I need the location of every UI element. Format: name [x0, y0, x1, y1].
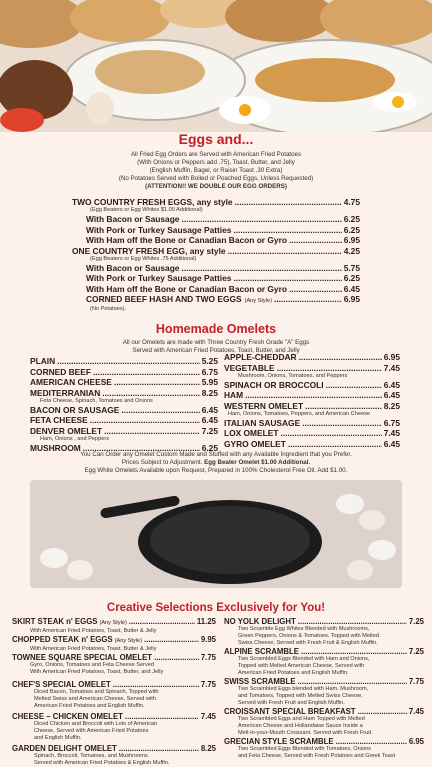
eggs-note-attention: (ATTENTION!! WE DOUBLE OUR EGG ORDERS) — [145, 183, 287, 190]
item-description: With American Fried Potatoes, Toast, Butter & Jelly — [30, 646, 157, 652]
item-price: 6.45 — [201, 415, 218, 426]
item-price: 7.75 — [200, 653, 216, 662]
item-price: 7.75 — [408, 677, 424, 686]
omelets-note: Served with American Fried Potatoes, Toast, Butter, and Jelly — [132, 347, 300, 354]
item-label: With Bacon or Sausage — [86, 214, 180, 224]
item-price: 6.45 — [343, 283, 360, 294]
leader-dots — [280, 428, 381, 439]
menu-item — [12, 617, 216, 628]
item-label: VEGETABLE — [224, 362, 275, 373]
omelets-footer — [0, 451, 432, 475]
item-price: 5.75 — [343, 262, 360, 273]
item-description: Topped with Melted American Cheese, Served with — [238, 663, 365, 669]
item-label: ALPINE SCRAMBLE — [224, 647, 299, 656]
item-label: FETA CHEESE — [30, 415, 88, 426]
leader-dots — [93, 367, 200, 378]
item-label: APPLE-CHEDDAR — [224, 352, 297, 362]
item-price: 6.95 — [343, 294, 360, 304]
item-price: 6.45 — [201, 404, 218, 415]
omelets-footer-note: Prices Subject to Adjustment. — [121, 459, 203, 466]
item-label: NO YOLK DELIGHT — [224, 617, 296, 626]
item-description: American Fried Potatoes and English Muffin. — [238, 670, 349, 676]
item-label: With Pork or Turkey Sausage Patties — [86, 273, 232, 283]
leader-dots — [305, 401, 382, 411]
item-label: CHOPPED STEAK n' EGGS — [12, 635, 113, 644]
item-label: CORNED BEEF — [30, 366, 91, 377]
menu-item — [224, 617, 424, 626]
leader-dots — [302, 418, 382, 429]
item-label: SPINACH OR BROCCOLI — [224, 379, 324, 390]
item-description: Mushroom, Onions, Tomatoes, and Peppers — [238, 372, 348, 379]
menu-item — [72, 284, 360, 295]
leader-dots — [228, 246, 342, 256]
menu-item — [72, 263, 360, 274]
leader-dots — [326, 380, 382, 391]
leader-dots — [299, 352, 382, 363]
item-label: With Bacon or Sausage — [86, 262, 180, 273]
omelets-left-column — [30, 356, 218, 454]
item-label: LOX OMELET — [224, 428, 279, 439]
item-label: CHEESE – CHICKEN OMELET — [12, 712, 123, 721]
item-label: GYRO OMELET — [224, 438, 286, 449]
menu-item — [224, 439, 400, 450]
omelets-title: Homemade Omelets — [155, 322, 277, 336]
eggs-note: (English Muffin, Bagel, or Raisin Toast .30 Extra) — [149, 167, 283, 174]
leader-dots — [297, 677, 406, 686]
omelets-footer-note: You Can Order any Omelet Custom Made and Stuffed with any Available Ingredient that you Prefer. — [80, 451, 352, 458]
item-label: CROISSANT SPECIAL BREAKFAST — [224, 707, 356, 716]
leader-dots — [245, 390, 382, 401]
item-price: 6.45 — [383, 438, 400, 449]
item-price: 8.25 — [201, 387, 218, 398]
menu-item — [12, 712, 216, 721]
leader-dots — [125, 712, 199, 721]
menu-item — [224, 380, 400, 391]
leader-dots — [121, 405, 199, 416]
leader-dots — [274, 294, 342, 304]
menu-item — [72, 214, 360, 225]
item-label: WESTERN OMELET — [224, 400, 304, 411]
menu-item — [30, 426, 218, 436]
eggs-note: (No Potatoes Served with Boiled or Poached Eggs, Unless Requested) — [118, 175, 314, 182]
item-label: BACON OR SAUSAGE — [30, 404, 120, 415]
item-label: GARDEN DELIGHT OMELET — [12, 744, 117, 753]
leader-dots — [289, 235, 342, 246]
item-price: 6.45 — [383, 379, 400, 390]
creative-right-column — [224, 617, 424, 760]
leader-dots — [277, 363, 382, 373]
item-description: (No Potatoes). — [90, 306, 127, 312]
item-label: AMERICAN CHEESE — [30, 377, 112, 388]
menu-item — [72, 225, 360, 236]
leader-dots — [181, 263, 341, 274]
item-description: With American Fried Potatoes, Toast, Butter & Jelly — [30, 628, 157, 634]
item-label: SWISS SCRAMBLE — [224, 677, 296, 686]
leader-dots — [113, 680, 199, 689]
leader-dots — [104, 426, 200, 436]
item-price: 7.75 — [200, 680, 216, 689]
item-label: With Ham off the Bone or Canadian Bacon or Gyro — [86, 283, 287, 294]
leader-dots — [144, 635, 199, 644]
leader-dots — [102, 388, 199, 398]
item-description: With American Fried Potatoes, Toast, Butter, and Jelly — [30, 669, 164, 675]
item-label: GRECIAN STYLE SCRAMBLE — [224, 737, 334, 746]
item-label: ONE COUNTRY FRESH EGG, any style — [72, 245, 226, 256]
item-description: Diced Bacon, Tomatoes and Spinach, Topped with — [34, 689, 159, 695]
item-description: and English Muffin. — [34, 735, 82, 741]
menu-item — [224, 647, 424, 656]
item-description: American Cheese and Hollandaise Sauce Inside a — [238, 723, 363, 729]
item-price: 7.25 — [408, 647, 424, 656]
item-price: 6.75 — [201, 366, 218, 377]
omelets-section — [0, 322, 432, 355]
leader-dots — [154, 653, 199, 662]
menu-item — [224, 401, 400, 411]
menu-item — [30, 377, 218, 388]
item-description: (Egg Beaters or Egg Whites $1.00 Additional) — [90, 207, 203, 213]
breakfast-photo-illustration — [0, 0, 432, 132]
creative-left-column — [12, 617, 216, 767]
item-price: 6.25 — [343, 214, 360, 224]
menu-item — [30, 415, 218, 426]
leader-dots — [301, 647, 407, 656]
item-label: PLAIN — [30, 356, 56, 366]
item-label-small: (Any Style) — [99, 620, 127, 626]
item-label: CHEF'S SPECIAL OMELET — [12, 680, 111, 689]
item-price: 6.25 — [343, 273, 360, 283]
item-description: Swiss Cheese, Served with Fresh Fruit & English Muffin. — [238, 640, 378, 646]
menu-item — [30, 356, 218, 367]
item-price: 11.25 — [196, 617, 216, 626]
item-description: Melted Swiss and American Cheese, Served with — [34, 696, 156, 702]
menu-item — [30, 388, 218, 398]
item-label: SKIRT STEAK n' EGGS — [12, 617, 98, 626]
item-description: and Feta Cheese, Served with Fresh Potatoes and Greek Toast — [238, 753, 396, 759]
item-description: Two Scrambled Eggs and Ham Topped with Melted — [238, 716, 365, 722]
menu-item — [30, 367, 218, 378]
item-price: 6.95 — [383, 352, 400, 362]
item-description: Two Scrambled Eggs Blended with Ham and Onions, — [238, 656, 370, 662]
item-price: 7.25 — [408, 617, 424, 626]
item-price: 7.45 — [383, 362, 400, 373]
omelets-footer-note: Egg White Omelets Available upon Request, Prepared in 100% Cholesterol Free Oil. Add $1.00. — [84, 467, 348, 474]
item-price: 6.25 — [343, 224, 360, 235]
omelets-footer-note: Egg Beater Omelet $1.00 Additional. — [204, 459, 311, 466]
leader-dots — [119, 744, 199, 753]
item-description: Ham, Onions , and Peppers — [40, 435, 110, 442]
leader-dots — [298, 617, 407, 626]
item-label: HAM — [224, 390, 244, 401]
item-description: Spinach, Broccoli, Tomatoes, and Mushrooms. — [34, 753, 150, 759]
item-description: Feta Cheese, Spinach, Tomatoes and Onions — [40, 397, 153, 404]
item-price: 8.25 — [200, 744, 216, 753]
item-price: 5.25 — [201, 356, 218, 366]
item-price: 6.95 — [343, 235, 360, 245]
menu-item — [224, 390, 400, 401]
item-label-small: (Any Style) — [244, 298, 272, 304]
menu-item — [224, 677, 424, 686]
item-price: 6.75 — [383, 417, 400, 428]
menu-item — [224, 707, 424, 716]
item-price: 9.95 — [200, 635, 216, 644]
item-price: 7.25 — [201, 425, 218, 436]
leader-dots — [336, 737, 407, 746]
item-description: Served with Fresh Fruit and English Muffin. — [238, 700, 345, 706]
leader-dots — [235, 197, 342, 207]
item-label: CORNED BEEF HASH AND TWO EGGS — [86, 294, 242, 304]
item-label: MUSHROOM — [30, 442, 81, 453]
leader-dots — [358, 707, 407, 716]
item-label: With Pork or Turkey Sausage Patties — [86, 224, 232, 235]
item-description: Two Scrambled Eggs blended with Ham, Mushroom, — [238, 686, 369, 692]
skillet-photo-illustration — [30, 480, 402, 588]
menu-item — [224, 363, 400, 373]
breakfast-photo — [0, 0, 432, 132]
leader-dots — [114, 377, 200, 388]
item-price: 6.95 — [408, 737, 424, 746]
creative-section — [0, 602, 432, 615]
creative-title: Creative Selections Exclusively for You! — [106, 602, 326, 614]
omelets-right-column — [224, 352, 400, 450]
item-price: 7.45 — [200, 712, 216, 721]
leader-dots — [288, 439, 382, 450]
item-label: ITALIAN SAUSAGE — [224, 417, 301, 428]
omelets-note: All our Omelets are made with Three Country Fresh Grade "A" Eggs — [122, 339, 310, 346]
menu-item — [72, 235, 360, 246]
menu-item — [72, 246, 360, 256]
eggs-note: (With Onions or Peppers add .75), Toast, Butter, and Jelly — [137, 159, 295, 166]
menu-item — [12, 744, 216, 753]
item-label: With Ham off the Bone or Canadian Bacon or Gyro — [86, 235, 287, 245]
item-price: 7.45 — [408, 707, 424, 716]
item-description: American Fried Potatoes and English Muffin. — [34, 703, 145, 709]
omelets-footer-line — [0, 459, 432, 467]
item-price: 7.45 — [383, 428, 400, 439]
menu-item — [224, 737, 424, 746]
leader-dots — [129, 617, 195, 626]
item-description: Served with American Fried Potatoes & English Muffin. — [34, 760, 170, 766]
item-description: Green Peppers, Onions & Tomatoes, Topped with Melted — [238, 633, 379, 639]
item-price: 6.45 — [383, 390, 400, 401]
item-label: DENVER OMELET — [30, 425, 103, 436]
eggs-section — [0, 131, 432, 191]
leader-dots — [233, 273, 341, 284]
item-description: Ham, Onions, Tomatoes, Peppers, and American Cheese — [228, 410, 370, 417]
item-price: 4.75 — [343, 197, 360, 207]
item-price: 5.95 — [201, 377, 218, 388]
menu-item — [72, 197, 360, 207]
item-price: 6.25 — [201, 442, 218, 453]
item-label: TWO COUNTRY FRESH EGGS, any style — [72, 197, 233, 207]
menu-item — [30, 405, 218, 416]
menu-item — [12, 680, 216, 689]
menu-item — [224, 418, 400, 429]
menu-item — [72, 273, 360, 284]
eggs-note: All Fried Egg Orders are Served with American Fried Potatoes — [130, 151, 302, 158]
item-description: Diced Chicken and Broccoli with Lots of American — [34, 721, 158, 727]
menu-item — [12, 635, 216, 646]
item-price: 4.25 — [343, 245, 360, 256]
item-description: (Egg Beaters or Egg Whites .75 Additional) — [90, 255, 197, 262]
skillet-photo — [30, 480, 402, 588]
leader-dots — [90, 415, 200, 426]
item-description: Gyro, Onions, Tomatoes and Feta Cheese Served — [30, 662, 154, 668]
item-label: TOWNEE SQUARE SPECIAL OMELET — [12, 653, 153, 662]
leader-dots — [233, 225, 341, 236]
menu-item — [224, 428, 400, 439]
eggs-title: Eggs and... — [178, 131, 254, 147]
item-price: 8.25 — [383, 400, 400, 411]
item-description: and Tomatoes, Topped with Melted Swiss Cheese, — [238, 693, 363, 699]
eggs-list — [72, 197, 360, 313]
menu-item — [224, 352, 400, 363]
item-label: MEDITERRANIAN — [30, 387, 101, 398]
menu-item — [72, 294, 360, 306]
leader-dots — [289, 284, 342, 295]
eggs-notes — [0, 151, 432, 191]
item-description: Two Scramble Egg Whites Blended with Mushrooms, — [238, 626, 370, 632]
item-label-small: (Any Style) — [114, 638, 142, 644]
item-description: Two Scrambled Eggs Blended with Tomatoes, Onions — [238, 746, 371, 752]
item-description: Cheese, Served with American Fried Potatoes — [34, 728, 149, 734]
item-description: Melt-in-your-Mouth Croissant. Served with Fresh Fruit. — [238, 730, 373, 736]
menu-item — [12, 653, 216, 662]
leader-dots — [181, 214, 341, 225]
leader-dots — [57, 356, 200, 367]
